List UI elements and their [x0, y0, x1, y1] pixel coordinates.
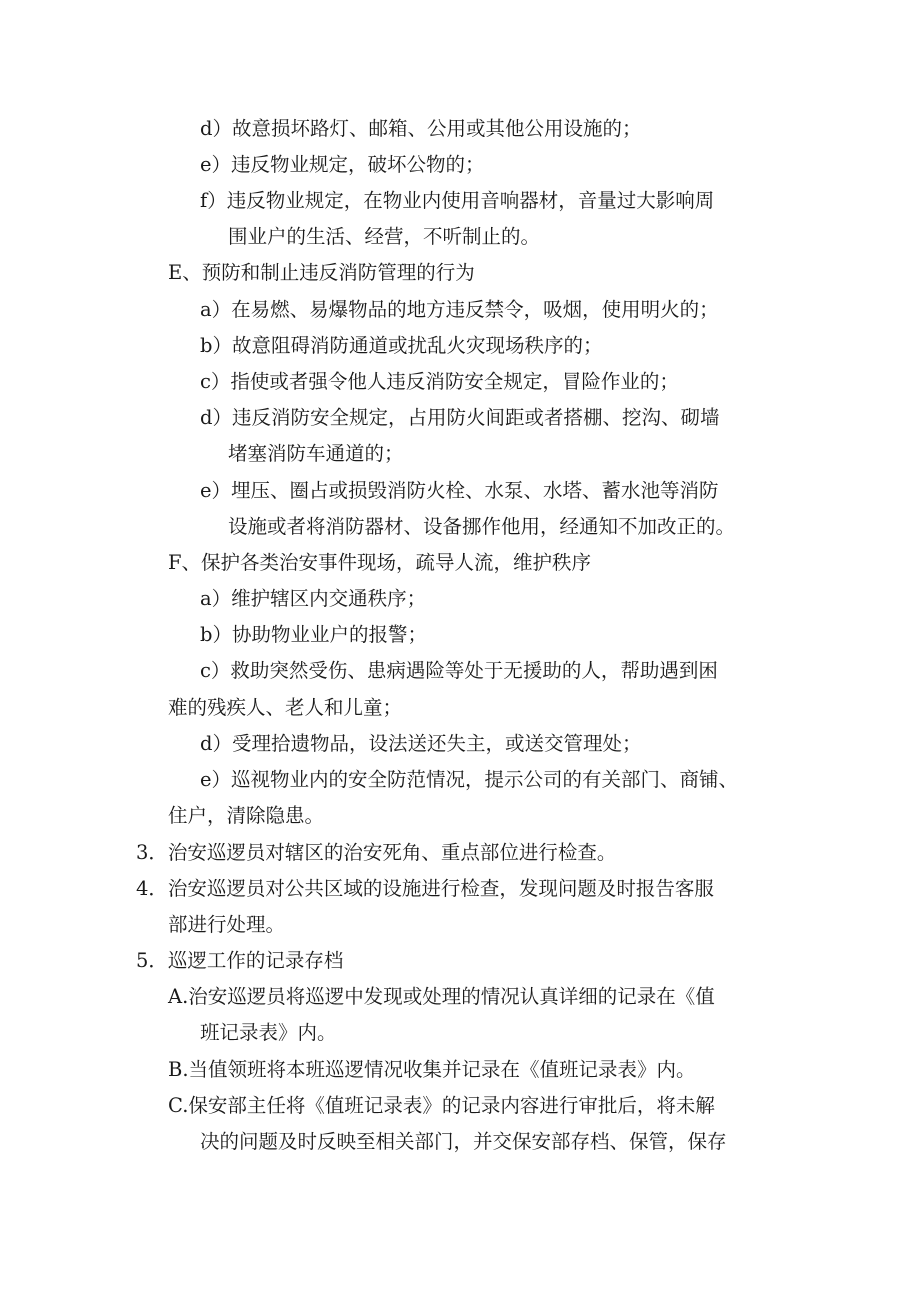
item-e-patrol-line2: 住户，清除隐患。: [168, 804, 325, 827]
item-d-damage-facilities: d）故意损坏路灯、邮箱、公用或其他公用设施的；: [200, 117, 642, 140]
item-e-hydrant-line2: 设施或者将消防器材、设备挪作他用，经通知不加改正的。: [228, 515, 736, 538]
item-B-shift-leader: B.当值领班将本班巡逻情况收集并记录在《值班记录表》内。: [168, 1058, 696, 1081]
item-b-obstruct: b）故意阻碍消防通道或扰乱火灾现场秩序的；: [200, 334, 603, 357]
item-A-record-line1: A.治安巡逻员将巡逻中发现或处理的情况认真详细的记录在《值: [168, 985, 715, 1008]
item-C-director-line1: C.保安部主任将《值班记录表》的记录内容进行审批后，将未解: [168, 1094, 715, 1117]
item-3-inspection: 3．治安巡逻员对辖区的治安死角、重点部位进行检查。: [136, 841, 617, 864]
item-b-alarm: b）协助物业业户的报警；: [200, 623, 427, 646]
item-5-records-heading: 5．巡逻工作的记录存档: [136, 949, 344, 972]
item-c-rescue-line2: 难的残疾人、老人和儿童；: [168, 696, 403, 719]
item-c-force: c）指使或者强令他人违反消防安全规定，冒险作业的；: [200, 370, 679, 393]
item-f-noise-line1: f）违反物业规定，在物业内使用音响器材，音量过大影响周: [200, 189, 715, 212]
item-C-director-line2: 决的问题及时反映至相关部门，并交保安部存档、保管，保存: [200, 1130, 727, 1153]
item-d-occupy-line2: 堵塞消防车通道的；: [228, 442, 404, 465]
item-4-facilities-line1: 4．治安巡逻员对公共区域的设施进行检查，发现问题及时报告客服: [136, 877, 714, 900]
item-e-patrol-line1: e）巡视物业内的安全防范情况，提示公司的有关部门、商铺、: [200, 768, 739, 791]
item-d-occupy-line1: d）违反消防安全规定，占用防火间距或者搭棚、挖沟、砌墙: [200, 406, 720, 429]
item-a-traffic: a）维护辖区内交通秩序；: [200, 587, 427, 610]
section-f-heading: F、保护各类治安事件现场，疏导人流，维护秩序: [168, 551, 592, 574]
item-e-damage-property: e）违反物业规定，破坏公物的；: [200, 153, 485, 176]
item-f-noise-line2: 围业户的生活、经营，不听制止的。: [228, 225, 541, 248]
item-c-rescue-line1: c）救助突然受伤、患病遇险等处于无援助的人，帮助遇到困: [200, 659, 718, 682]
item-A-record-line2: 班记录表》内。: [200, 1021, 337, 1044]
item-e-hydrant-line1: e）埋压、圈占或损毁消防火栓、水泵、水塔、蓄水池等消防: [200, 479, 719, 502]
section-e-heading: E、预防和制止违反消防管理的行为: [168, 261, 475, 284]
item-d-lost-items: d）受理拾遗物品，设法送还失主，或送交管理处；: [200, 732, 642, 755]
item-a-flammable: a）在易燃、易爆物品的地方违反禁令，吸烟，使用明火的；: [200, 298, 719, 321]
item-4-facilities-line2: 部进行处理。: [168, 913, 286, 936]
